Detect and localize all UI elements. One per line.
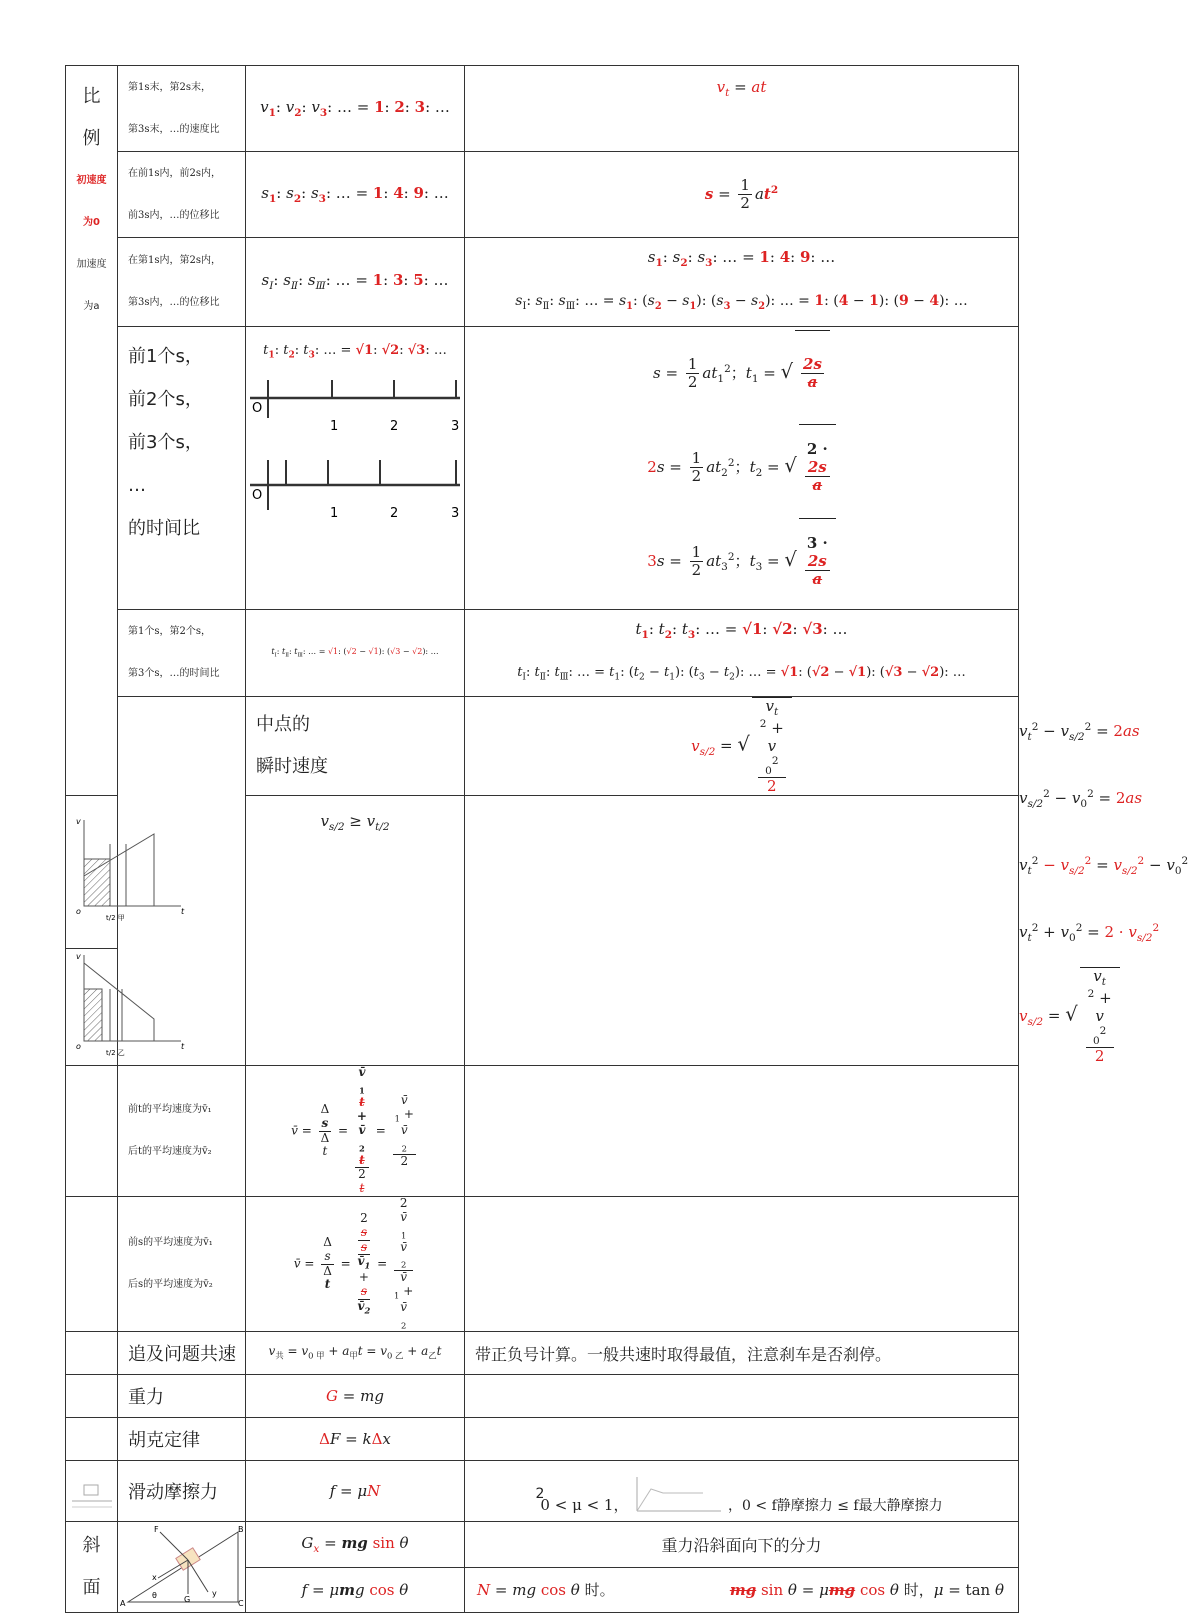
condition-line: 的时间比 — [128, 517, 200, 539]
condition-line: 第3s末，…的速度比 — [128, 123, 220, 135]
ratio-label-cell — [66, 66, 118, 796]
condition-line: 前3个s， — [128, 431, 203, 453]
diagram-label: C — [238, 1599, 244, 1609]
ratio-formula: v̄ = Δ s Δ t = v̄ $_1$ t + v̄ $_2$ t 2 t = v̄ $_1$ + v̄ $_2$ 2 — [246, 1066, 465, 1197]
accel-label: 为a — [83, 301, 100, 312]
vt-graph-decel — [66, 949, 192, 1061]
diagram-label: B — [238, 1525, 244, 1535]
condition-line: 第1s末，第2s末， — [128, 81, 211, 93]
time-axis-diagram — [246, 360, 464, 530]
blank-cell — [465, 1375, 1019, 1418]
axis-label: t/2 乙 — [106, 1049, 125, 1058]
condition-cell — [246, 697, 465, 796]
condition-cell — [118, 66, 246, 152]
axis-1 — [250, 380, 460, 434]
condition-line: 第1个s，第2个s， — [128, 626, 211, 638]
condition-line: 后t的平均速度为v̄₂ — [128, 1146, 212, 1158]
vt-graph-accel — [66, 814, 192, 926]
eq-t1: s = $\frac{1}{2}$ $at_1^2$；$t_1$ = √ $\frac{2s}{a}$ — [465, 327, 1018, 421]
derivation-formula — [465, 326, 1019, 609]
row-label: 重力 — [118, 1375, 246, 1418]
axis-origin-label: O — [252, 401, 263, 417]
table-row — [66, 326, 1019, 609]
formula: f = μmg cos θ — [246, 1567, 465, 1613]
init-v0-label: 初速度 — [76, 175, 107, 186]
static-friction-range: ，0 < f静摩擦力 ≤ f最大静摩擦力 — [728, 1498, 943, 1515]
formula: ΔF = kΔx — [246, 1418, 465, 1461]
incline-char: 面 — [82, 1577, 101, 1599]
mu-range: 0 < μ < 1， — [540, 1496, 629, 1515]
note: 带正负号计算。一般共速时取得最值，注意刹车是否刹停。 — [465, 1332, 1019, 1375]
formula: $G_x$ = mg sin θ — [246, 1522, 465, 1568]
blank-cell — [465, 1196, 1019, 1331]
condition-cell — [118, 609, 246, 697]
condition-line: 前1个s， — [128, 345, 203, 367]
incline-char: 斜 — [82, 1535, 101, 1557]
diagram-label: x — [152, 1573, 157, 1583]
axis-tick-label: 3 — [451, 419, 460, 435]
eq-t2: 2s = $\frac{1}{2}$ $at_2^2$；$t_2$ = √ 2 · 2s a — [465, 421, 1018, 515]
incline-diagram-cell — [118, 1522, 246, 1613]
axis-label: t — [181, 1042, 185, 1052]
diagram-label: θ — [152, 1591, 157, 1601]
init-v0-label: 为0 — [83, 217, 100, 228]
diagram-label: G — [184, 1595, 191, 1605]
row-label: 追及问题共速 — [118, 1332, 246, 1375]
formula-table — [65, 65, 1188, 1613]
condition-cell — [118, 1066, 246, 1197]
condition-cell — [118, 1196, 246, 1331]
blank-cell — [66, 1066, 118, 1197]
ratio-formula: v̄ = Δ s Δ t = 2 s s $v̄_1$ + s $v̄_2$ = 2 v̄ $_1$ v̄ $_2$ v̄ $_1$ + v̄ $_2$ — [246, 1196, 465, 1331]
axis-tick-label: 3 — [451, 506, 460, 522]
table-row — [66, 1332, 1019, 1375]
ratio-char: 比 — [82, 86, 101, 107]
incline-note: N = mg cos θ 时。 mg sin θ = μmg cos θ 时，μ = tan θ — [465, 1567, 1019, 1613]
derivation-formula: $t_1$: $t_2$: $t_3$: … = √1: √2: √3: … $t_Ⅰ$: $t_Ⅱ$: $t_Ⅲ$: … = $t_1$: $(t_2 - t_1)$: $(t_3 - t_2)$: … = √1: (√2 − √1): (√3 − √2): … — [465, 609, 1019, 697]
accel-label: 加速度 — [76, 259, 107, 270]
vt-graph-cell — [66, 796, 185, 949]
table-row — [66, 1375, 1019, 1418]
condition-cell — [118, 326, 246, 609]
condition-cell — [118, 238, 246, 327]
axis-origin-label: O — [252, 488, 263, 504]
row-label: 胡克定律 — [118, 1418, 246, 1461]
condition-line: … — [128, 474, 146, 496]
table-row — [66, 1522, 1019, 1568]
axis-tick-label: 2 — [390, 506, 399, 522]
axis-tick-label: 2 — [390, 419, 399, 435]
formula: f = μN — [246, 1461, 465, 1522]
incline-diagram — [118, 1522, 246, 1608]
ratio-formula: $s_1$: $s_2$: $s_3$: … = 1: 4: 9: … — [246, 152, 465, 238]
table-row — [66, 609, 1019, 697]
axis-label: v — [76, 817, 81, 827]
condition-line: 后s的平均速度为v̄₂ — [128, 1279, 213, 1291]
condition-line: 第3个s，…的时间比 — [128, 668, 220, 680]
formula: $v_共 = v_{0 甲} + a_甲t = v_{0 乙} + a_乙t$ — [246, 1332, 465, 1375]
eq-t3: 3s = $\frac{1}{2}$ $at_3^2$；$t_3$ = √ 3 · 2s a — [465, 515, 1018, 609]
table-row — [66, 1066, 1019, 1197]
ratio-formula: $s_Ⅰ$: $s_Ⅱ$: $s_Ⅲ$: … = 1: 3: 5: … — [246, 238, 465, 327]
axis-label: t/2 甲 — [106, 914, 125, 923]
condition-line: 在前1s内，前2s内， — [128, 167, 221, 179]
vt-graph-cell — [66, 949, 185, 1066]
blank-cell — [66, 1332, 118, 1375]
condition-cell — [118, 152, 246, 238]
table-row: 中点的 瞬时速度 $v_{s/2}$ = √ $v_t$ $^2$ + v $_0^2$ 2 $v_t^2 - v_{s/2}^2 = 2as$ $v_{s/2}^2 - v_0^2 = 2as$ $v_t^2 - v_{s/2}^2 = v_{s/2}^2 - v_0^2$ $v_t^2 + v_0^2 = 2 \cdot v_{s/2}^2$ $v_{s/2}$ = √ $v_t$ $^2$ + v $_0^2$ 2 — [66, 697, 1019, 796]
axis-label: v — [76, 952, 81, 962]
diagram-label: F — [154, 1525, 159, 1535]
axis-label: t — [181, 907, 185, 917]
table-row — [66, 1418, 1019, 1461]
derivation-formula: s = $\frac{1}{2}$ $at^2$ — [465, 152, 1019, 238]
condition-line: 前t的平均速度为v̄₁ — [128, 1104, 212, 1116]
condition-line: 在第1s内，第2s内， — [128, 254, 221, 266]
table-row — [66, 1196, 1019, 1331]
ratio-char: 例 — [82, 128, 101, 149]
table-row — [66, 152, 1019, 238]
condition-line: 瞬时速度 — [256, 756, 328, 778]
incline-label-cell — [66, 1522, 118, 1613]
diagram-label: A — [120, 1599, 126, 1609]
blank-cell — [465, 1066, 1019, 1197]
ratio-cell — [246, 326, 465, 609]
diagram-label: y — [212, 1589, 217, 1599]
blank-cell — [66, 1418, 118, 1461]
axis-label: o — [76, 907, 81, 917]
blank-cell — [66, 1375, 118, 1418]
condition-line: 前s的平均速度为v̄₁ — [128, 1237, 213, 1249]
derivation-formula: $v_t$ = at — [465, 66, 1019, 152]
blank-cell — [66, 1196, 118, 1331]
ratio-formula: $t_1$: $t_2$: $t_3$: … = √1: √2: √3: … — [263, 342, 447, 361]
condition-line: 前2个s， — [128, 388, 203, 410]
ratio-formula: $t_Ⅰ$: $t_Ⅱ$: $t_Ⅲ$: … = √1: (√2 − √1): (√3 − √2): … — [246, 609, 465, 697]
row-label: 滑动摩擦力 — [118, 1461, 246, 1522]
axis-2 — [250, 460, 460, 521]
ratio-formula: $v_{s/2}$ = √ $v_t$ $^2$ + v $_0^2$ 2 — [465, 697, 1019, 796]
condition-line: 第3s内，…的位移比 — [128, 296, 220, 308]
axis-tick-label: 1 — [330, 506, 339, 522]
ratio-formula: $v_1$: $v_2$: $v_3$: … = 1: 2: 3: … — [246, 66, 465, 152]
axis-tick-label: 1 — [330, 419, 339, 435]
blank-cell — [465, 1418, 1019, 1461]
table-row — [66, 66, 1019, 152]
derivation-formula: $s_1$: $s_2$: $s_3$: … = 1: 4: 9: … $s_Ⅰ$: $s_Ⅱ$: $s_Ⅲ$: … = $s_1$: $(s_2 - s_1)$: $(s_3 - s_2)$: … = 1: (4 − 1): (9 − 4): … — [465, 238, 1019, 327]
condition-line: 中点的 — [256, 714, 310, 736]
compare-formula: $v_{s/2} \ge v_{t/2}$ — [246, 796, 465, 1066]
formula: G = mg — [246, 1375, 465, 1418]
note: 重力沿斜面向下的分力 — [465, 1522, 1019, 1568]
page-number: 2 — [535, 1486, 545, 1502]
condition-line: 前3s内，…的位移比 — [128, 209, 220, 221]
table-row — [66, 238, 1019, 327]
axis-label: o — [76, 1042, 81, 1052]
